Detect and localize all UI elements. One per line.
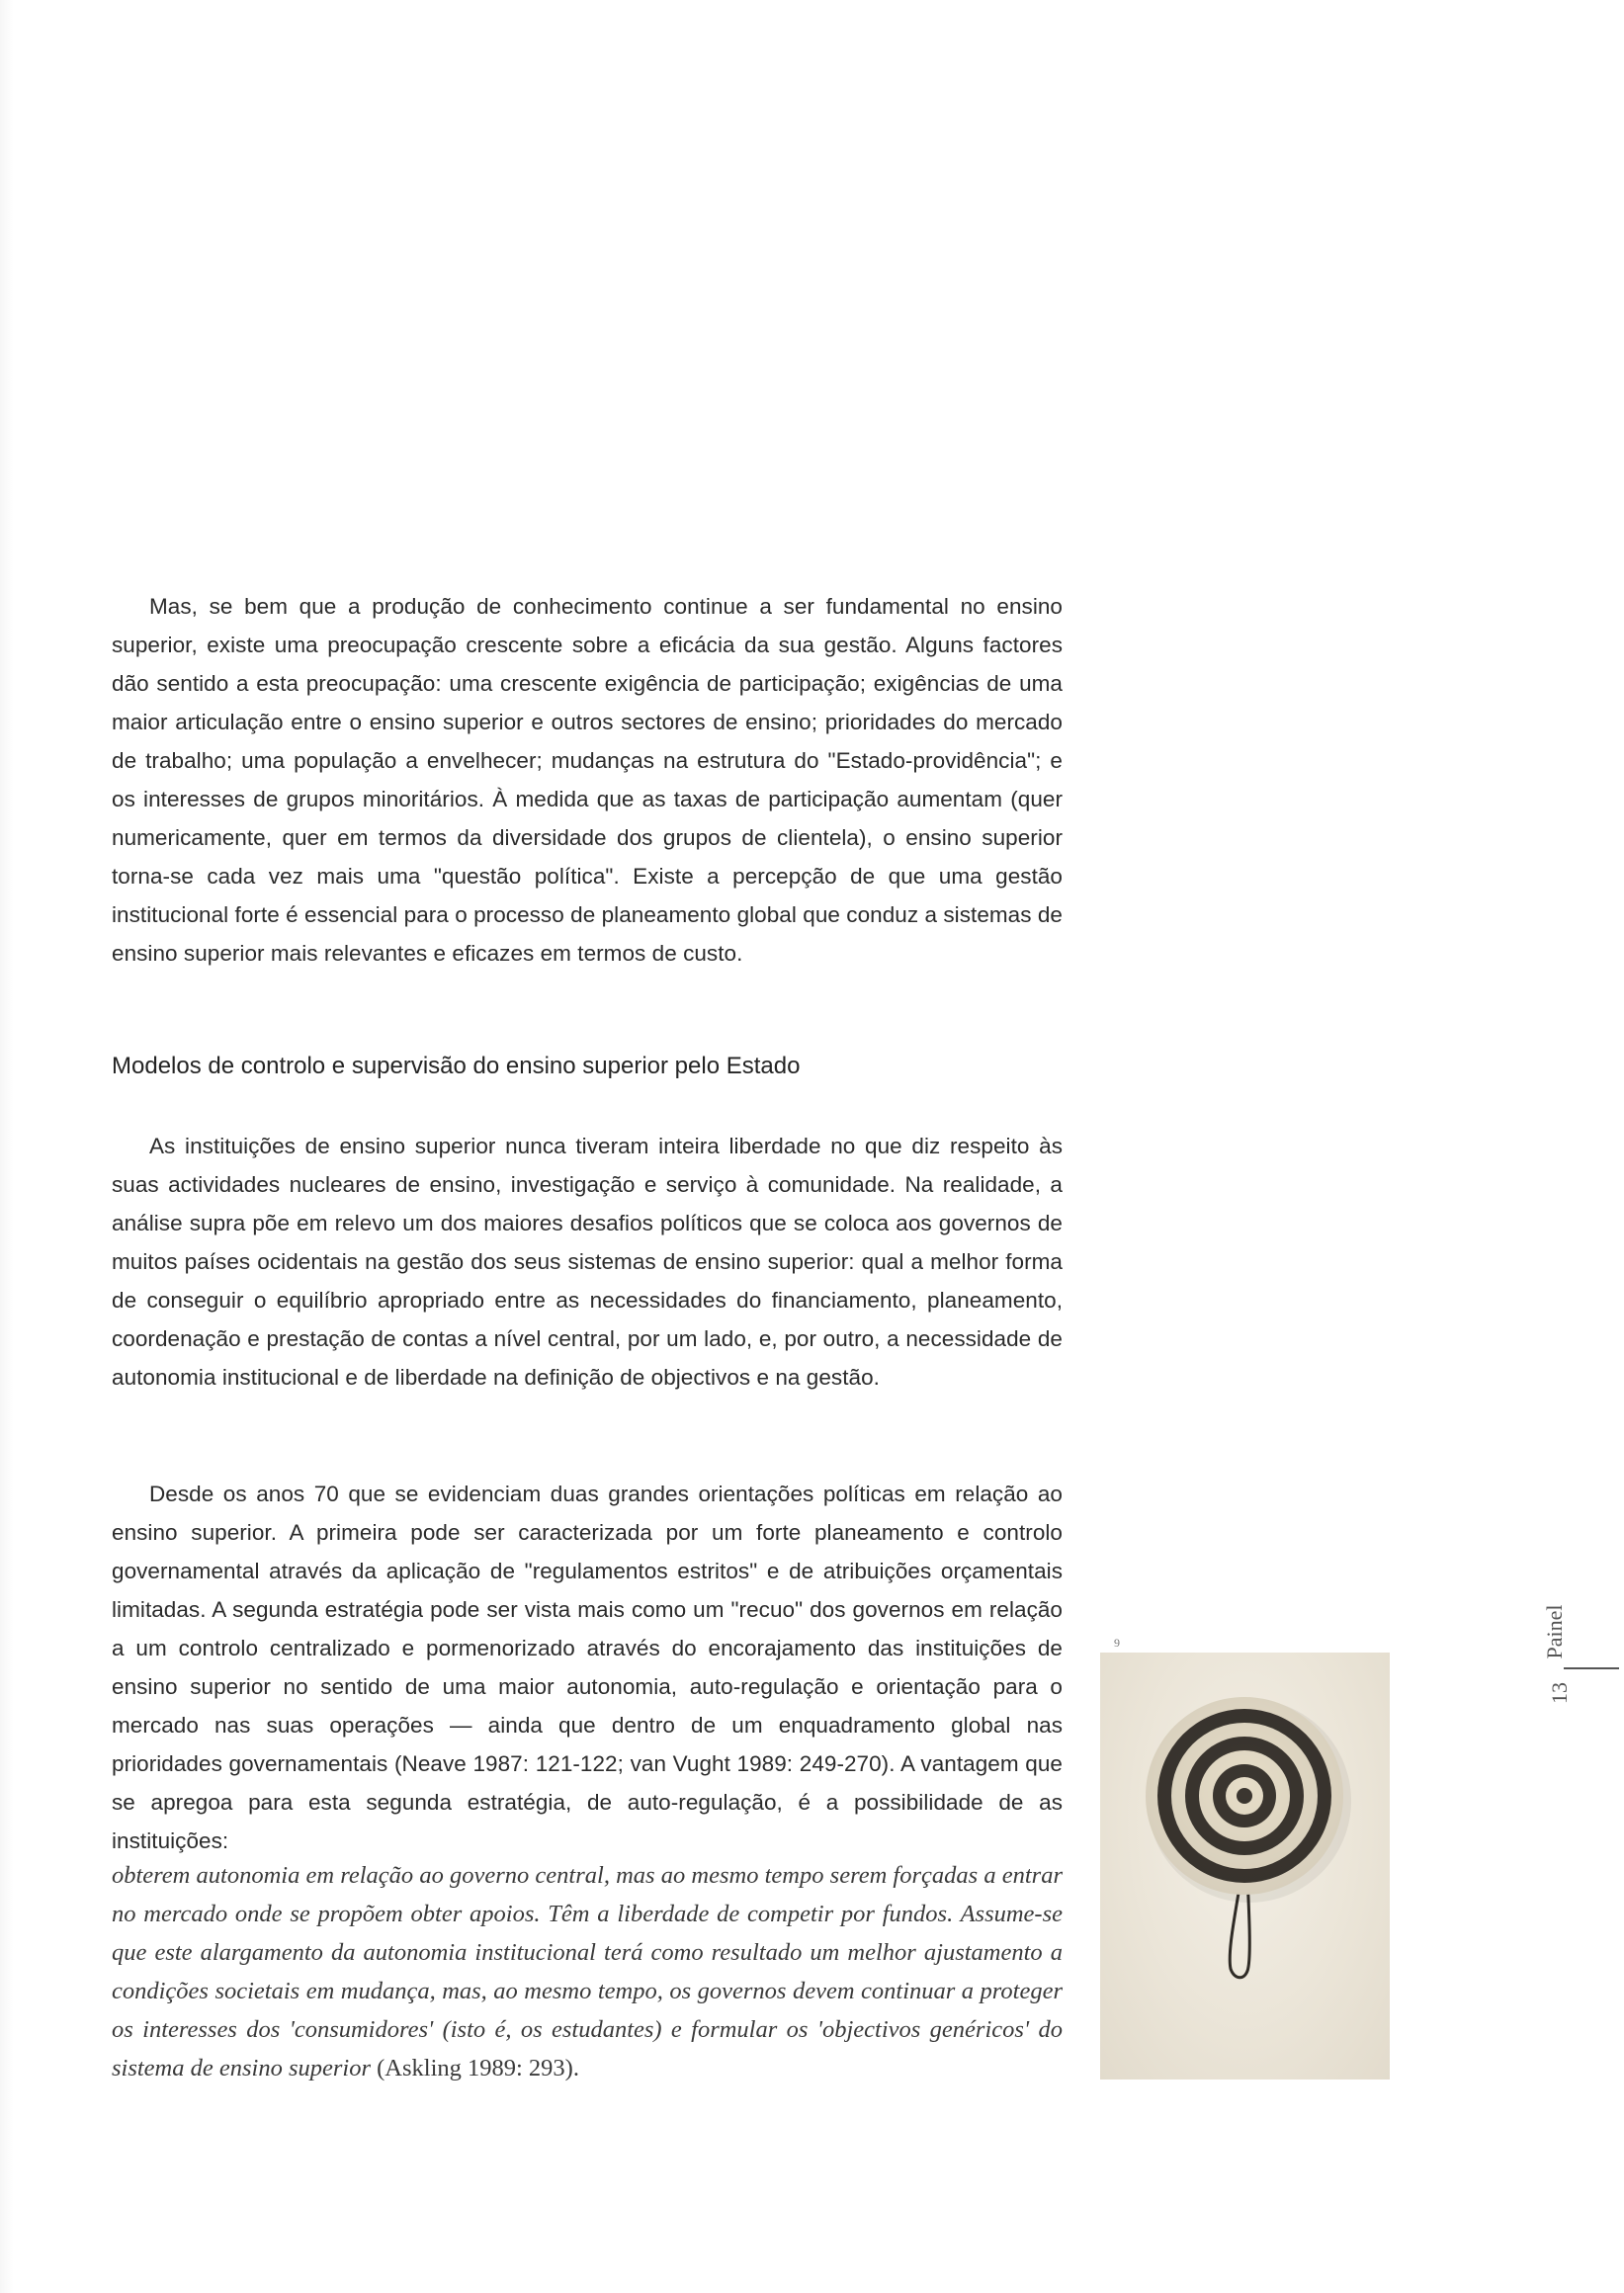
- section-label: Painel: [1542, 1604, 1567, 1659]
- page-number: 13: [1547, 1682, 1572, 1704]
- section-heading: Modelos de controlo e supervisão do ensino superior pelo Estado: [112, 1053, 801, 1079]
- paragraph-text: As instituições de ensino superior nunca tiveram inteira liberdade no que diz respeito às suas actividades nucleares de ensino, investigação e serviço à comunidade. Na realidade, a análise supra põe em relevo um dos maiores desafios políticos que se coloca aos governos de muitos países ocidentais na gestão dos seus sistemas de ensino superior: qual a melhor forma de conseguir o equilíbrio apropriado entre as necessidades do financiamento, planeamento, coordenação e prestação de contas a nível central, por um lado, e, por outro, a necessidade de autonomia institucional e de liberdade na definição de objectivos e na gestão.: [112, 1134, 1063, 1390]
- figure-number: 9: [1114, 1636, 1120, 1650]
- margin-divider: [1564, 1667, 1619, 1669]
- quote-text: obterem autonomia em relação ao governo central, mas ao mesmo tempo serem forçadas a entrar no mercado onde se propõem obter apoios. Têm a liberdade de competir por fundos. Assume-se que este alargamento da autonomia institucional terá como resultado um melhor ajustamento a condições societais em mudança, mas, ao mesmo tempo, os governos devem continuar a proteger os interesses dos 'consumidores' (isto é, os estudantes) e formular os 'objectivos genéricos' do sistema de ensino superior: [112, 1862, 1063, 2081]
- block-quote: [112, 1856, 1063, 2087]
- target-icon: [1100, 1653, 1390, 2080]
- figure-image: [1100, 1653, 1390, 2080]
- quote-citation: (Askling 1989: 293).: [371, 2055, 579, 2081]
- paragraph-text: Desde os anos 70 que se evidenciam duas grandes orientações políticas em relação ao ensino superior. A primeira pode ser caracterizada por um forte planeamento e controlo governamental através da aplicação de "regulamentos estritos" e de atribuições orçamentais limitadas. A segunda estratégia pode ser vista mais como um "recuo" dos governos em relação a um controlo centralizado e pormenorizado através do encorajamento das instituições de ensino superior no sentido de uma maior autonomia, auto-regulação e orientação para o mercado nas suas operações — ainda que dentro de um enquadramento global nas prioridades governamentais (Neave 1987: 121-122; van Vught 1989: 249-270). A vantagem que se apregoa para esta segunda estratégia, de auto-regulação, é a possibilidade de as instituições:: [112, 1482, 1063, 1853]
- paragraph-text: Mas, se bem que a produção de conhecimento continue a ser fundamental no ensino superior, existe uma preocupação crescente sobre a eficácia da sua gestão. Alguns factores dão sentido a esta preocupação: uma crescente exigência de participação; exigências de uma maior articulação entre o ensino superior e outros sectores de ensino; prioridades do mercado de trabalho; uma população a envelhecer; mudanças na estrutura do "Estado-providência"; e os interesses de grupos minoritários. À medida que as taxas de participação aumentam (quer numericamente, quer em termos da diversidade dos grupos de clientela), o ensino superior torna-se cada vez mais uma "questão política". Existe a percepção de que uma gestão institucional forte é essencial para o processo de planeamento global que conduz a sistemas de ensino superior mais relevantes e eficazes em termos de custo.: [112, 594, 1063, 966]
- paragraph-policies: [112, 1475, 1063, 1860]
- paragraph-intro: [112, 587, 1063, 973]
- paragraph-institutions: [112, 1127, 1063, 1397]
- target-shading: [1146, 1697, 1343, 1895]
